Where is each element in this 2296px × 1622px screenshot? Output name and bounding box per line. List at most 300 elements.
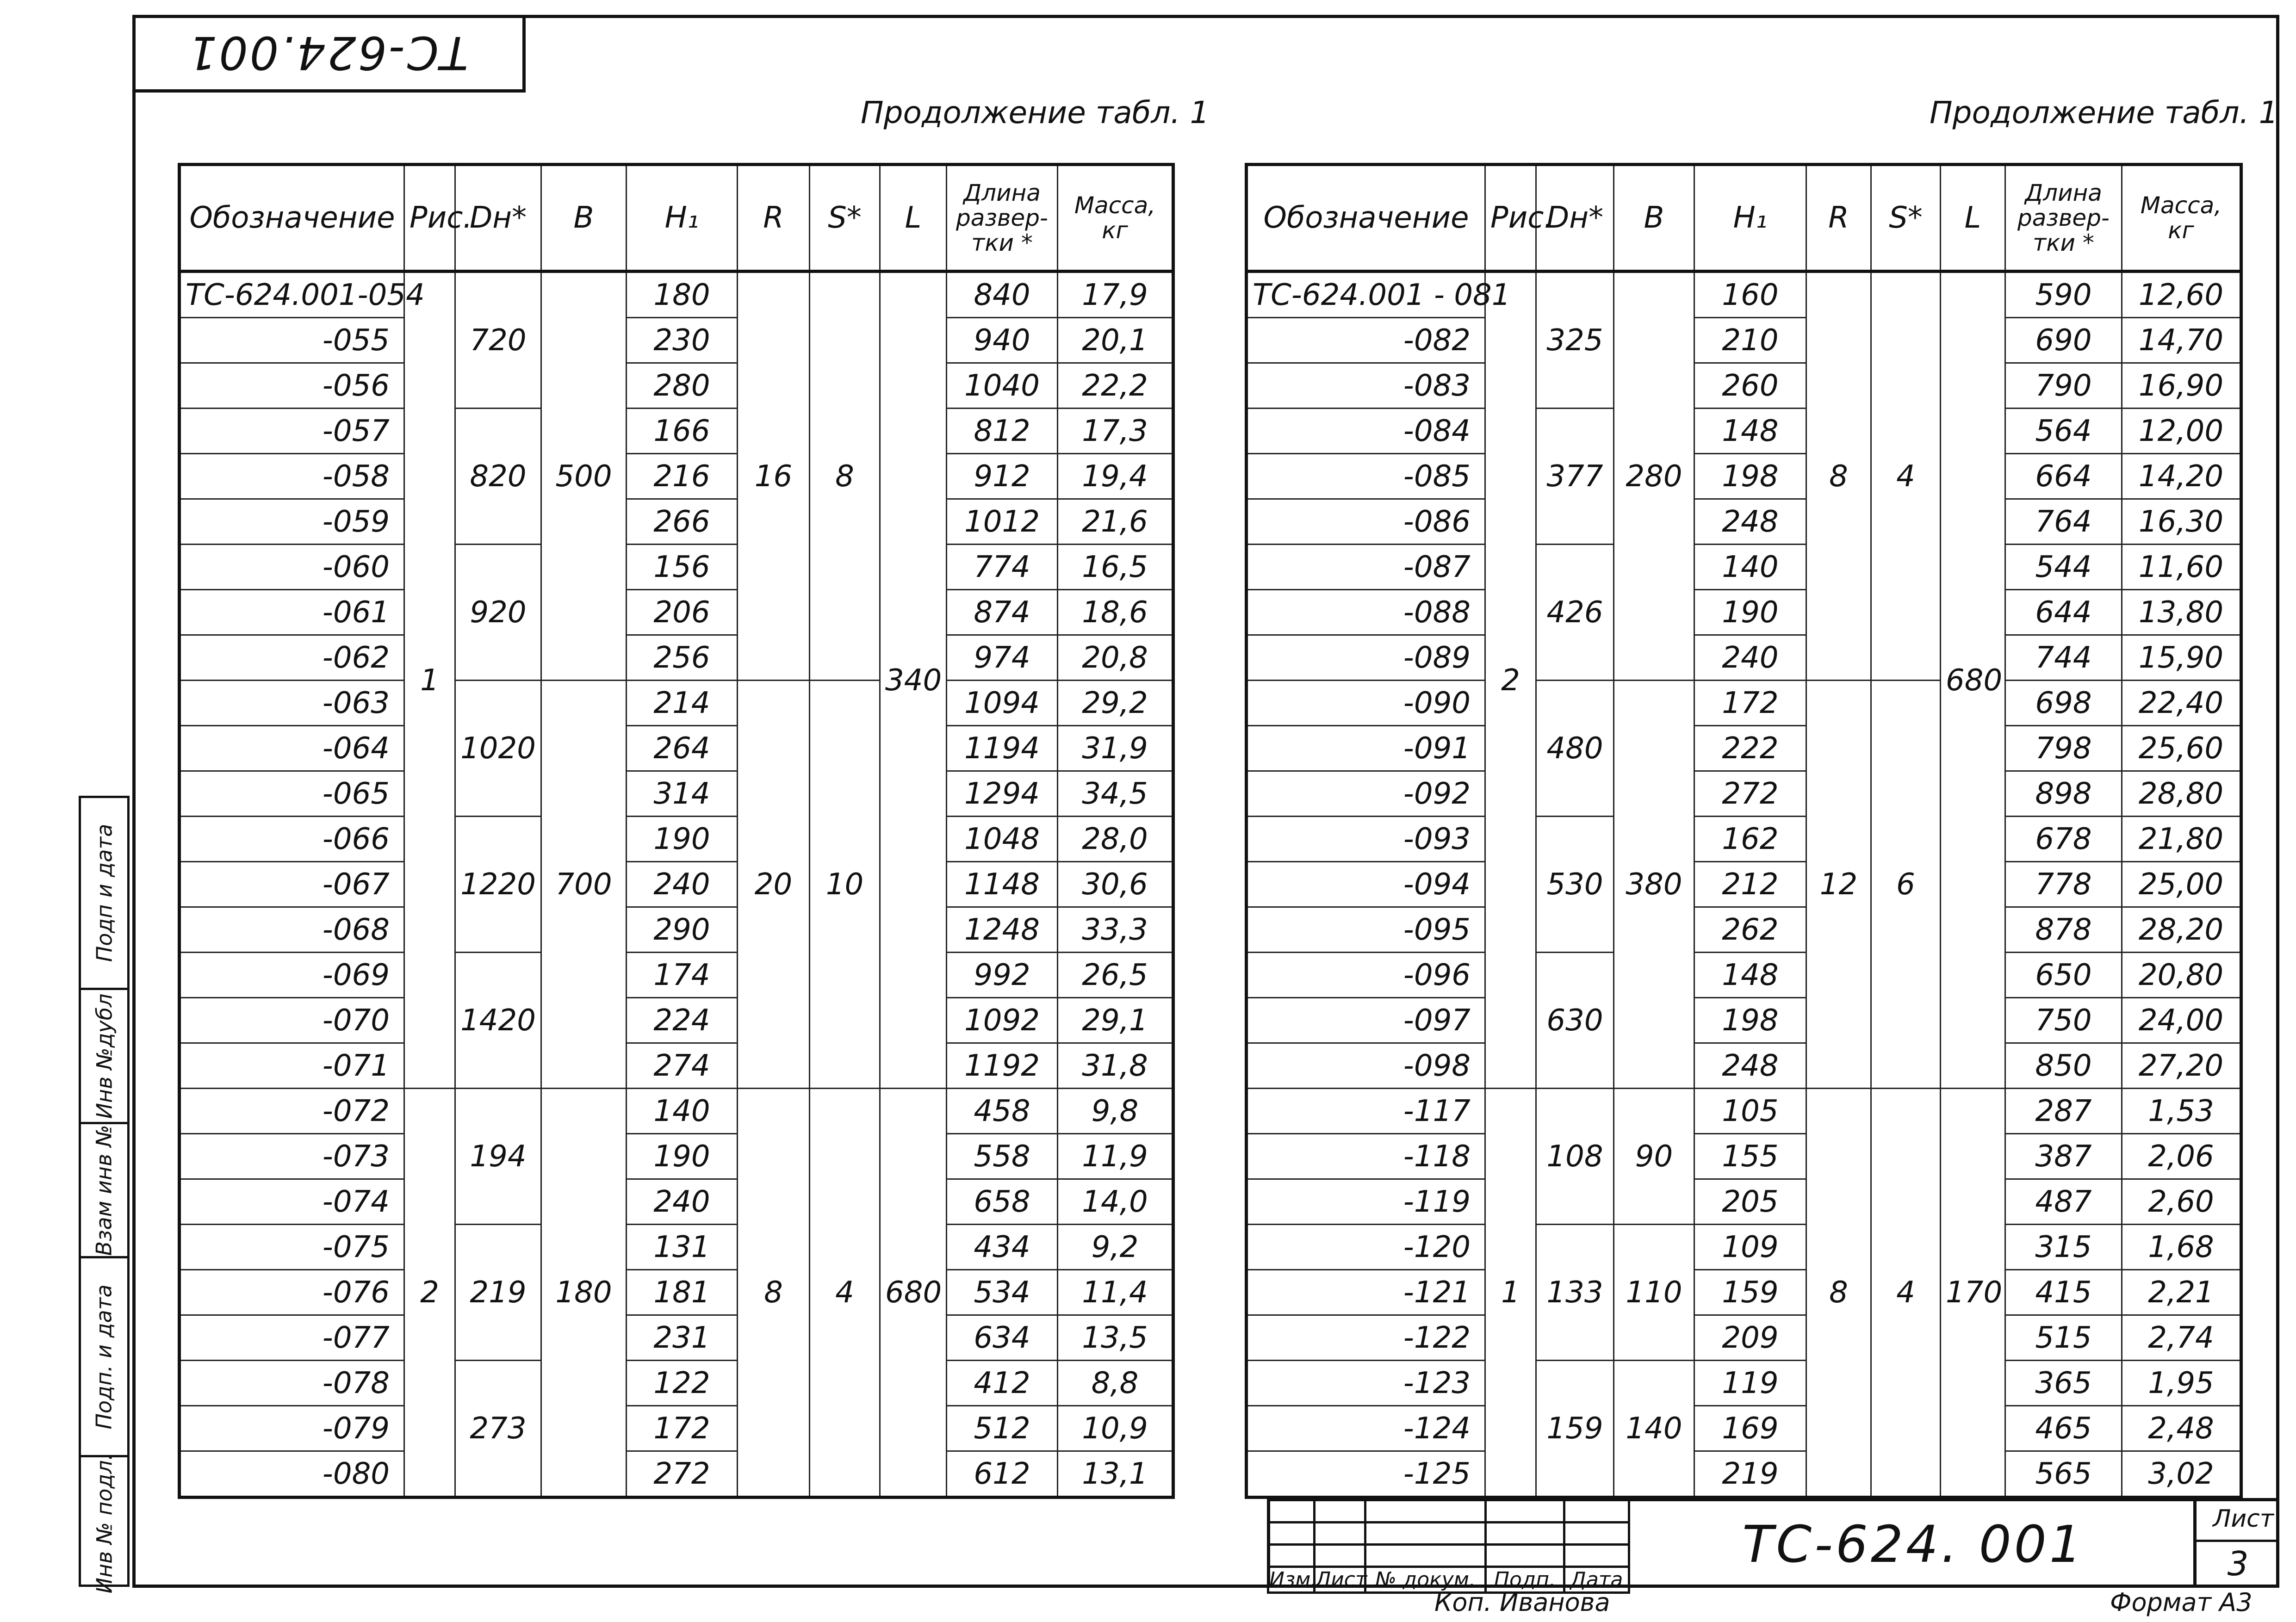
- designation-cell: -123: [1247, 1361, 1485, 1406]
- h1-cell: 214: [627, 681, 738, 726]
- h1-cell: 148: [1694, 409, 1806, 454]
- hdr-s: S*: [810, 165, 880, 272]
- dev-length-cell: 1192: [947, 1043, 1058, 1089]
- s-cell: 4: [1871, 1089, 1941, 1498]
- fig-cell: 1: [1485, 1089, 1536, 1498]
- table-row: [1247, 454, 2241, 499]
- table-row: [1247, 771, 2241, 817]
- dn-cell: 194: [455, 1089, 541, 1225]
- dn-cell: 920: [455, 545, 541, 681]
- dev-length-cell: 487: [2005, 1179, 2122, 1225]
- mass-cell: 24,00: [2122, 998, 2241, 1043]
- table-row: [180, 545, 1173, 590]
- b-cell: 110: [1614, 1225, 1694, 1361]
- mass-cell: 21,80: [2122, 817, 2241, 862]
- mass-cell: 19,4: [1058, 454, 1173, 499]
- mass-cell: 25,60: [2122, 726, 2241, 771]
- designation-cell: -098: [1247, 1043, 1485, 1089]
- table-row: [180, 499, 1173, 545]
- mass-cell: 26,5: [1058, 953, 1173, 998]
- h1-cell: 248: [1694, 499, 1806, 545]
- table-row: [1247, 272, 2241, 318]
- designation-cell: -082: [1247, 318, 1485, 363]
- mass-cell: 2,48: [2122, 1406, 2241, 1451]
- table-row: [180, 318, 1173, 363]
- table-row: [1247, 681, 2241, 726]
- copied-by: Коп. Иванова: [1434, 1588, 1610, 1617]
- table-row: [180, 1406, 1173, 1451]
- h1-cell: 230: [627, 318, 738, 363]
- dev-length-cell: 565: [2005, 1451, 2122, 1498]
- designation-cell: -070: [180, 998, 404, 1043]
- dn-cell: 273: [455, 1361, 541, 1498]
- table-row: [180, 1225, 1173, 1270]
- dev-length-cell: 1040: [947, 363, 1058, 409]
- mass-cell: 13,80: [2122, 590, 2241, 635]
- designation-cell: -066: [180, 817, 404, 862]
- continuation-label-left: Продолжение табл. 1: [861, 95, 1210, 130]
- mass-cell: 25,00: [2122, 862, 2241, 907]
- mass-cell: 34,5: [1058, 771, 1173, 817]
- designation-cell: -119: [1247, 1179, 1485, 1225]
- mass-cell: 2,06: [2122, 1134, 2241, 1179]
- dev-length-cell: 744: [2005, 635, 2122, 681]
- h1-cell: 159: [1694, 1270, 1806, 1315]
- designation-cell: -083: [1247, 363, 1485, 409]
- hdr-dn: Dн*: [455, 165, 541, 272]
- mass-cell: 16,30: [2122, 499, 2241, 545]
- h1-cell: 162: [1694, 817, 1806, 862]
- hdr-dev-length: Длина развер- тки *: [2005, 165, 2122, 272]
- designation-cell: -091: [1247, 726, 1485, 771]
- dev-length-cell: 512: [947, 1406, 1058, 1451]
- table-row: [180, 1270, 1173, 1315]
- designation-cell: -072: [180, 1089, 404, 1134]
- designation-cell: -064: [180, 726, 404, 771]
- dev-length-cell: 912: [947, 454, 1058, 499]
- designation-cell: -077: [180, 1315, 404, 1361]
- designation-cell: -078: [180, 1361, 404, 1406]
- table-row: [180, 1134, 1173, 1179]
- hdr-b: B: [541, 165, 627, 272]
- fig-cell: 2: [1485, 272, 1536, 1089]
- mass-cell: 17,3: [1058, 409, 1173, 454]
- h1-cell: 180: [627, 272, 738, 318]
- designation-cell: -071: [180, 1043, 404, 1089]
- mass-cell: 16,5: [1058, 545, 1173, 590]
- dn-cell: 480: [1536, 681, 1614, 817]
- designation-cell: -090: [1247, 681, 1485, 726]
- h1-cell: 181: [627, 1270, 738, 1315]
- dev-length-cell: 1294: [947, 771, 1058, 817]
- dev-length-cell: 812: [947, 409, 1058, 454]
- h1-cell: 148: [1694, 953, 1806, 998]
- table-row: [180, 454, 1173, 499]
- dev-length-cell: 365: [2005, 1361, 2122, 1406]
- continuation-label-right: Продолжение табл. 1: [1930, 95, 2278, 130]
- dev-length-cell: 664: [2005, 454, 2122, 499]
- s-cell: 8: [810, 272, 880, 681]
- designation-cell: -089: [1247, 635, 1485, 681]
- hdr-fig: Рис.: [1485, 165, 1536, 272]
- dn-cell: 1020: [455, 681, 541, 817]
- h1-cell: 119: [1694, 1361, 1806, 1406]
- designation-cell: -076: [180, 1270, 404, 1315]
- table-row: [180, 681, 1173, 726]
- rev-label-data: Дата: [1564, 1567, 1629, 1593]
- table-row: [180, 817, 1173, 862]
- h1-cell: 314: [627, 771, 738, 817]
- h1-cell: 198: [1694, 454, 1806, 499]
- table-row: [1247, 726, 2241, 771]
- side-cell-inv-dubl: Инв №дубл: [81, 988, 127, 1122]
- mass-cell: 12,00: [2122, 409, 2241, 454]
- dev-length-cell: 612: [947, 1451, 1058, 1498]
- h1-cell: 198: [1694, 998, 1806, 1043]
- dn-cell: 133: [1536, 1225, 1614, 1361]
- table-row: [1247, 1270, 2241, 1315]
- fig-cell: 2: [404, 1089, 455, 1498]
- hdr-mass: Масса, кг: [2122, 165, 2241, 272]
- s-cell: 10: [810, 681, 880, 1089]
- l-cell: 340: [880, 272, 947, 1089]
- side-stamp: [79, 796, 130, 1593]
- mass-cell: 1,95: [2122, 1361, 2241, 1406]
- h1-cell: 262: [1694, 907, 1806, 953]
- designation-cell: -096: [1247, 953, 1485, 998]
- rev-label-dokum: № докум.: [1365, 1567, 1486, 1593]
- h1-cell: 274: [627, 1043, 738, 1089]
- mass-cell: 21,6: [1058, 499, 1173, 545]
- mass-cell: 13,5: [1058, 1315, 1173, 1361]
- table-row: [180, 363, 1173, 409]
- h1-cell: 212: [1694, 862, 1806, 907]
- dev-length-cell: 458: [947, 1089, 1058, 1134]
- h1-cell: 224: [627, 998, 738, 1043]
- dev-length-cell: 1092: [947, 998, 1058, 1043]
- designation-cell: -095: [1247, 907, 1485, 953]
- mass-cell: 8,8: [1058, 1361, 1173, 1406]
- dev-length-cell: 387: [2005, 1134, 2122, 1179]
- r-cell: 8: [1806, 272, 1871, 681]
- b-cell: 380: [1614, 681, 1694, 1089]
- h1-cell: 222: [1694, 726, 1806, 771]
- mass-cell: 1,68: [2122, 1225, 2241, 1270]
- table-row: [1247, 635, 2241, 681]
- mass-cell: 1,53: [2122, 1089, 2241, 1134]
- designation-cell: -067: [180, 862, 404, 907]
- designation-cell: ТС-624.001-054: [180, 272, 404, 318]
- h1-cell: 140: [627, 1089, 738, 1134]
- h1-cell: 290: [627, 907, 738, 953]
- hdr-designation: Обозначение: [1247, 165, 1485, 272]
- designation-cell: -084: [1247, 409, 1485, 454]
- h1-cell: 205: [1694, 1179, 1806, 1225]
- h1-cell: 219: [1694, 1451, 1806, 1498]
- h1-cell: 105: [1694, 1089, 1806, 1134]
- table-row: [180, 726, 1173, 771]
- dev-length-cell: 974: [947, 635, 1058, 681]
- b-cell: 280: [1614, 272, 1694, 681]
- table-row: [1247, 590, 2241, 635]
- hdr-h1: H₁: [1694, 165, 1806, 272]
- dev-length-cell: 590: [2005, 272, 2122, 318]
- mass-cell: 31,8: [1058, 1043, 1173, 1089]
- dev-length-cell: 878: [2005, 907, 2122, 953]
- table-row: [180, 1179, 1173, 1225]
- dev-length-cell: 658: [947, 1179, 1058, 1225]
- h1-cell: 240: [1694, 635, 1806, 681]
- dn-cell: 219: [455, 1225, 541, 1361]
- table-row: [1247, 1225, 2241, 1270]
- dev-length-cell: 764: [2005, 499, 2122, 545]
- side-cell-podp-data-1: Подп. и дата: [81, 1256, 127, 1455]
- dev-length-cell: 1012: [947, 499, 1058, 545]
- mass-cell: 30,6: [1058, 862, 1173, 907]
- rotated-code-box: [132, 15, 526, 93]
- mass-cell: 14,70: [2122, 318, 2241, 363]
- r-cell: 12: [1806, 681, 1871, 1089]
- dev-length-cell: 515: [2005, 1315, 2122, 1361]
- dev-length-cell: 992: [947, 953, 1058, 998]
- hdr-b: B: [1614, 165, 1694, 272]
- dev-length-cell: 840: [947, 272, 1058, 318]
- dn-cell: 1420: [455, 953, 541, 1089]
- table-row: [1247, 545, 2241, 590]
- h1-cell: 140: [1694, 545, 1806, 590]
- rev-label-podp: Подп.: [1486, 1567, 1564, 1593]
- h1-cell: 272: [627, 1451, 738, 1498]
- h1-cell: 190: [627, 1134, 738, 1179]
- designation-cell: -061: [180, 590, 404, 635]
- table-row: [180, 771, 1173, 817]
- dev-length-cell: 790: [2005, 363, 2122, 409]
- h1-cell: 190: [1694, 590, 1806, 635]
- dev-length-cell: 698: [2005, 681, 2122, 726]
- designation-cell: -117: [1247, 1089, 1485, 1134]
- r-cell: 16: [738, 272, 810, 681]
- h1-cell: 231: [627, 1315, 738, 1361]
- mass-cell: 28,0: [1058, 817, 1173, 862]
- mass-cell: 11,4: [1058, 1270, 1173, 1315]
- table-row: [180, 635, 1173, 681]
- dev-length-cell: 465: [2005, 1406, 2122, 1451]
- h1-cell: 264: [627, 726, 738, 771]
- table-row: [180, 1043, 1173, 1089]
- h1-cell: 172: [1694, 681, 1806, 726]
- designation-cell: -125: [1247, 1451, 1485, 1498]
- dev-length-cell: 940: [947, 318, 1058, 363]
- dn-cell: 820: [455, 409, 541, 545]
- mass-cell: 22,40: [2122, 681, 2241, 726]
- mass-cell: 27,20: [2122, 1043, 2241, 1089]
- b-cell: 140: [1614, 1361, 1694, 1498]
- h1-cell: 122: [627, 1361, 738, 1406]
- mass-cell: 20,80: [2122, 953, 2241, 998]
- dev-length-cell: 634: [947, 1315, 1058, 1361]
- designation-cell: -065: [180, 771, 404, 817]
- dev-length-cell: 850: [2005, 1043, 2122, 1089]
- table-row: [180, 272, 1173, 318]
- fig-cell: 1: [404, 272, 455, 1089]
- dev-length-cell: 544: [2005, 545, 2122, 590]
- dn-cell: 1220: [455, 817, 541, 953]
- h1-cell: 266: [627, 499, 738, 545]
- mass-cell: 2,21: [2122, 1270, 2241, 1315]
- table-row: [1247, 1134, 2241, 1179]
- h1-cell: 280: [627, 363, 738, 409]
- designation-cell: -057: [180, 409, 404, 454]
- dev-length-cell: 798: [2005, 726, 2122, 771]
- hdr-s: S*: [1871, 165, 1941, 272]
- dev-length-cell: 690: [2005, 318, 2122, 363]
- h1-cell: 248: [1694, 1043, 1806, 1089]
- designation-cell: -058: [180, 454, 404, 499]
- h1-cell: 240: [627, 1179, 738, 1225]
- dn-cell: 630: [1536, 953, 1614, 1089]
- designation-cell: -094: [1247, 862, 1485, 907]
- l-cell: 680: [880, 1089, 947, 1498]
- designation-cell: -056: [180, 363, 404, 409]
- table-row: [1247, 1451, 2241, 1498]
- mass-cell: 28,80: [2122, 771, 2241, 817]
- designation-cell: -120: [1247, 1225, 1485, 1270]
- designation-cell: -124: [1247, 1406, 1485, 1451]
- hdr-r: R: [738, 165, 810, 272]
- dev-length-cell: 1048: [947, 817, 1058, 862]
- dn-cell: 530: [1536, 817, 1614, 953]
- h1-cell: 156: [627, 545, 738, 590]
- dev-length-cell: 874: [947, 590, 1058, 635]
- h1-cell: 169: [1694, 1406, 1806, 1451]
- rev-label-list: Лист: [1315, 1567, 1365, 1593]
- dev-length-cell: 434: [947, 1225, 1058, 1270]
- table-row: [1247, 409, 2241, 454]
- hdr-dev-length: Длина развер- тки *: [947, 165, 1058, 272]
- sheet-label: Лист: [2197, 1498, 2279, 1542]
- table-row: [1247, 1043, 2241, 1089]
- dn-cell: 159: [1536, 1361, 1614, 1498]
- l-cell: 680: [1941, 272, 2005, 1089]
- dev-length-cell: 1094: [947, 681, 1058, 726]
- s-cell: 4: [810, 1089, 880, 1498]
- dn-cell: 377: [1536, 409, 1614, 545]
- dn-cell: 108: [1536, 1089, 1614, 1225]
- designation-cell: -063: [180, 681, 404, 726]
- dn-cell: 325: [1536, 272, 1614, 409]
- mass-cell: 2,74: [2122, 1315, 2241, 1361]
- dev-length-cell: 1148: [947, 862, 1058, 907]
- mass-cell: 11,60: [2122, 545, 2241, 590]
- h1-cell: 209: [1694, 1315, 1806, 1361]
- mass-cell: 17,9: [1058, 272, 1173, 318]
- table-row: [1247, 499, 2241, 545]
- h1-cell: 206: [627, 590, 738, 635]
- table-row: [1247, 953, 2241, 998]
- dev-length-cell: 287: [2005, 1089, 2122, 1134]
- dev-length-cell: 898: [2005, 771, 2122, 817]
- mass-cell: 29,2: [1058, 681, 1173, 726]
- mass-cell: 2,60: [2122, 1179, 2241, 1225]
- h1-cell: 240: [627, 862, 738, 907]
- designation-cell: -088: [1247, 590, 1485, 635]
- mass-cell: 22,2: [1058, 363, 1173, 409]
- l-cell: 170: [1941, 1089, 2005, 1498]
- h1-cell: 172: [627, 1406, 738, 1451]
- b-cell: 180: [541, 1089, 627, 1498]
- h1-cell: 166: [627, 409, 738, 454]
- table-row: [1247, 817, 2241, 862]
- b-cell: 500: [541, 272, 627, 681]
- designation-cell: -060: [180, 545, 404, 590]
- dev-length-cell: 534: [947, 1270, 1058, 1315]
- hdr-l: L: [1941, 165, 2005, 272]
- dev-length-cell: 650: [2005, 953, 2122, 998]
- r-cell: 20: [738, 681, 810, 1089]
- mass-cell: 12,60: [2122, 272, 2241, 318]
- mass-cell: 33,3: [1058, 907, 1173, 953]
- h1-cell: 155: [1694, 1134, 1806, 1179]
- h1-cell: 160: [1694, 272, 1806, 318]
- revision-grid: [1267, 1499, 1630, 1594]
- s-cell: 6: [1871, 681, 1941, 1089]
- mass-cell: 14,0: [1058, 1179, 1173, 1225]
- b-cell: 90: [1614, 1089, 1694, 1225]
- h1-cell: 131: [627, 1225, 738, 1270]
- table-row: [180, 1315, 1173, 1361]
- dn-cell: 720: [455, 272, 541, 409]
- mass-cell: 13,1: [1058, 1451, 1173, 1498]
- hdr-l: L: [880, 165, 947, 272]
- h1-cell: 190: [627, 817, 738, 862]
- mass-cell: 31,9: [1058, 726, 1173, 771]
- hdr-dn: Dн*: [1536, 165, 1614, 272]
- table-row: [1247, 1361, 2241, 1406]
- dev-length-cell: 415: [2005, 1270, 2122, 1315]
- table-row: [180, 998, 1173, 1043]
- mass-cell: 20,8: [1058, 635, 1173, 681]
- mass-cell: 29,1: [1058, 998, 1173, 1043]
- table-row: [180, 907, 1173, 953]
- r-cell: 8: [738, 1089, 810, 1498]
- mass-cell: 3,02: [2122, 1451, 2241, 1498]
- table-row: [180, 1451, 1173, 1498]
- side-cell-vzam-inv: Взам инв №: [81, 1122, 127, 1256]
- side-cell-inv-podl: Инв № подл.: [81, 1455, 127, 1589]
- designation-cell: -080: [180, 1451, 404, 1498]
- r-cell: 8: [1806, 1089, 1871, 1498]
- designation-cell: -085: [1247, 454, 1485, 499]
- h1-cell: 216: [627, 454, 738, 499]
- designation-cell: ТС-624.001 - 081: [1247, 272, 1485, 318]
- table-row: [180, 590, 1173, 635]
- rev-label-izm: Изм.: [1268, 1567, 1315, 1593]
- table-row: [1247, 318, 2241, 363]
- dev-length-cell: 412: [947, 1361, 1058, 1406]
- mass-cell: 28,20: [2122, 907, 2241, 953]
- hdr-r: R: [1806, 165, 1871, 272]
- mass-cell: 11,9: [1058, 1134, 1173, 1179]
- mass-cell: 15,90: [2122, 635, 2241, 681]
- mass-cell: 9,2: [1058, 1225, 1173, 1270]
- mass-cell: 14,20: [2122, 454, 2241, 499]
- dev-length-cell: 774: [947, 545, 1058, 590]
- designation-cell: -092: [1247, 771, 1485, 817]
- designation-cell: -075: [180, 1225, 404, 1270]
- dev-length-cell: 644: [2005, 590, 2122, 635]
- rotated-doc-code: ТС-624.001: [186, 25, 468, 79]
- table-row: [1247, 1315, 2241, 1361]
